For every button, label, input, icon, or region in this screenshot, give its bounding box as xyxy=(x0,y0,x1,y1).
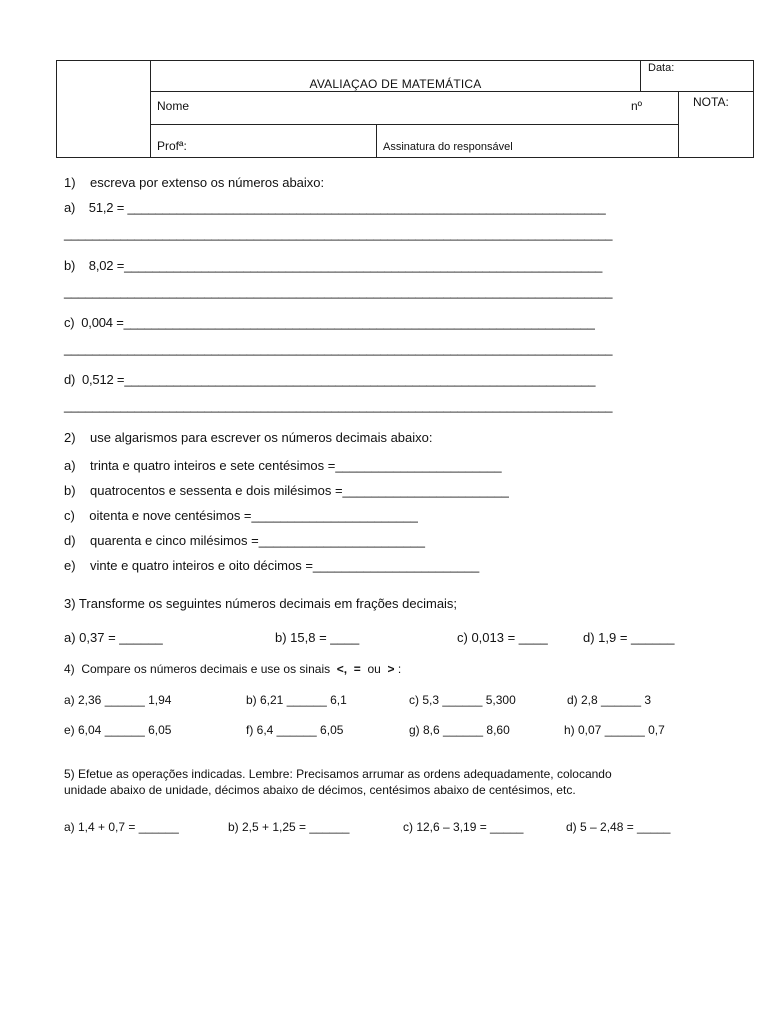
q1-item-a[interactable]: a) 51,2 = ____________________________________________________________________ xyxy=(64,200,606,215)
q4-or-word: ou xyxy=(360,662,388,676)
title-cell xyxy=(151,61,641,92)
q3-item-d[interactable]: d) 1,9 = ______ xyxy=(583,630,675,645)
q1-heading: 1) escreva por extenso os números abaixo: xyxy=(64,175,325,190)
q3-item-b[interactable]: b) 15,8 = ____ xyxy=(275,630,360,645)
grade-cell[interactable] xyxy=(679,92,754,158)
number-label: nº xyxy=(630,99,642,113)
q2-item-b[interactable]: b) quatrocentos e sessenta e dois milésimos =_______________________ xyxy=(64,483,509,498)
q3-item-a[interactable]: a) 0,37 = ______ xyxy=(64,630,163,645)
header-table xyxy=(56,60,754,158)
q5-item-b[interactable]: b) 2,5 + 1,25 = ______ xyxy=(228,820,350,834)
q5-item-a[interactable]: a) 1,4 + 0,7 = ______ xyxy=(64,820,179,834)
q1-continuation-a[interactable]: ______________________________________________________________________________ xyxy=(64,226,613,241)
q5-instruction-line1: 5) Efetue as operações indicadas. Lembre: Precisamos arrumar as ordens adequadamente, colocando xyxy=(64,767,612,781)
name-cell[interactable] xyxy=(151,92,679,125)
teacher-cell[interactable] xyxy=(151,125,377,158)
name-label: Nome xyxy=(157,99,190,113)
q2-item-c[interactable]: c) oitenta e nove centésimos =_______________________ xyxy=(64,508,418,523)
q4-heading-text: 4) Compare os números decimais e use os sinais xyxy=(64,662,337,676)
exam-title: AVALIAÇAO DE MATEMÁTICA xyxy=(309,77,482,91)
q5-item-c[interactable]: c) 12,6 – 3,19 = _____ xyxy=(403,820,524,834)
q4-signs: <, = xyxy=(336,662,361,676)
q4-item-c[interactable]: c) 5,3 ______ 5,300 xyxy=(409,693,516,707)
q4-item-g[interactable]: g) 8,6 ______ 8,60 xyxy=(409,723,510,737)
q2-heading: 2) use algarismos para escrever os números decimais abaixo: xyxy=(64,430,433,445)
teacher-label: Profª: xyxy=(157,139,187,153)
q5-instruction-line2: unidade abaixo de unidade, décimos abaixo de décimos, centésimos abaixo de centésimos, etc. xyxy=(64,783,576,797)
signature-cell[interactable] xyxy=(377,125,679,158)
q1-continuation-b[interactable]: ______________________________________________________________________________ xyxy=(64,284,613,299)
q2-item-d[interactable]: d) quarenta e cinco milésimos =_______________________ xyxy=(64,533,426,548)
q4-heading xyxy=(64,661,401,677)
q4-item-h[interactable]: h) 0,07 ______ 0,7 xyxy=(564,723,665,737)
q2-item-e[interactable]: e) vinte e quatro inteiros e oito décimos =_______________________ xyxy=(64,558,480,573)
q4-gt-sign: > xyxy=(387,662,395,676)
q1-continuation-d[interactable]: ______________________________________________________________________________ xyxy=(64,398,613,413)
q5-item-d[interactable]: d) 5 – 2,48 = _____ xyxy=(566,820,671,834)
q4-item-a[interactable]: a) 2,36 ______ 1,94 xyxy=(64,693,172,707)
q1-item-d[interactable]: d) 0,512 =___________________________________________________________________ xyxy=(64,372,596,387)
q1-item-b[interactable]: b) 8,02 =____________________________________________________________________ xyxy=(64,258,603,273)
q4-item-d[interactable]: d) 2,8 ______ 3 xyxy=(567,693,652,707)
q1-item-c[interactable]: c) 0,004 =___________________________________________________________________ xyxy=(64,315,595,330)
q4-item-f[interactable]: f) 6,4 ______ 6,05 xyxy=(246,723,344,737)
q3-item-c[interactable]: c) 0,013 = ____ xyxy=(457,630,548,645)
q4-item-e[interactable]: e) 6,04 ______ 6,05 xyxy=(64,723,172,737)
grade-label: NOTA: xyxy=(693,95,729,109)
date-label: Data: xyxy=(648,62,675,74)
q4-item-b[interactable]: b) 6,21 ______ 6,1 xyxy=(246,693,347,707)
q1-continuation-c[interactable]: ______________________________________________________________________________ xyxy=(64,341,613,356)
signature-label: Assinatura do responsável xyxy=(383,141,513,153)
q4-colon: : xyxy=(394,662,402,676)
date-cell[interactable] xyxy=(641,61,754,92)
q2-item-a[interactable]: a) trinta e quatro inteiros e sete centésimos =_______________________ xyxy=(64,458,502,473)
q3-heading: 3) Transforme os seguintes números decimais em frações decimais; xyxy=(64,596,458,611)
header-blank-cell xyxy=(57,61,151,158)
